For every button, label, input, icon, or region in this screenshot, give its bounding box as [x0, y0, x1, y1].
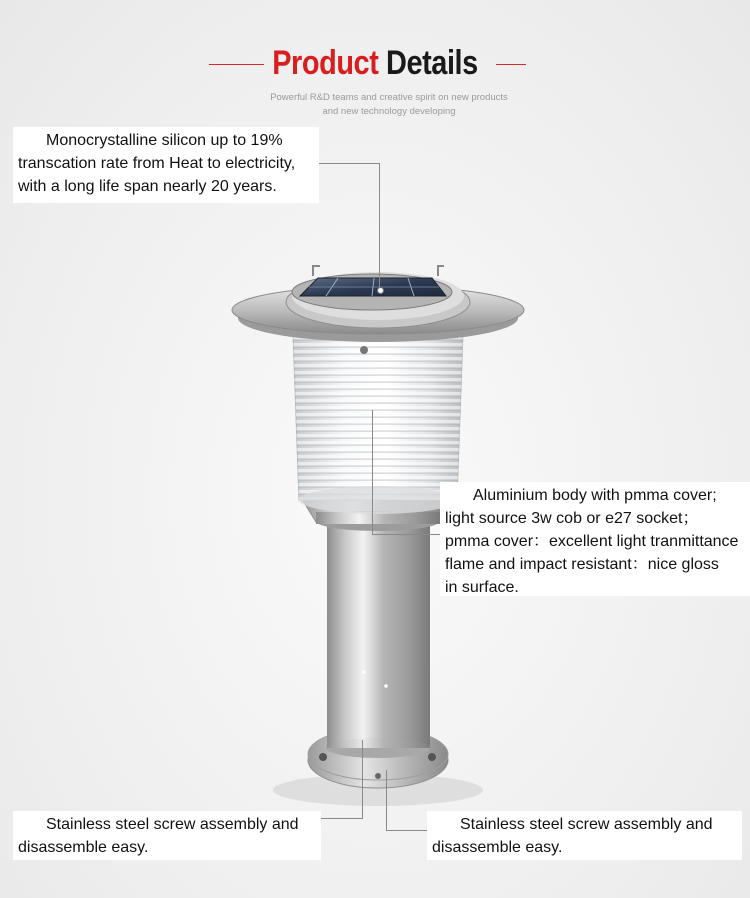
- body-annotation-line-4: flame and impact resistant：nice gloss: [445, 556, 719, 573]
- leader-line-body-h: [372, 534, 440, 535]
- screw-left-line-2: disassemble easy.: [18, 839, 149, 856]
- leader-line-screw-left-v: [362, 740, 363, 818]
- leader-line-solar-v: [379, 163, 380, 289]
- title-word-product: Product: [272, 44, 379, 82]
- leader-line-screw-right-h: [386, 830, 428, 831]
- title-word-details: Details: [386, 44, 478, 82]
- screw-left-line-1: Stainless steel screw assembly and: [46, 816, 299, 833]
- screw-right-line-2: disassemble easy.: [432, 839, 563, 856]
- subtitle-line-2: and new technology developing: [322, 106, 456, 117]
- leader-line-screw-right-v: [386, 770, 387, 830]
- screw-right-line-1: Stainless steel screw assembly and: [460, 816, 713, 833]
- screw-left-annotation: [13, 811, 321, 860]
- body-annotation-line-2: light source 3w cob or e27 socket；: [445, 510, 699, 527]
- body-annotation-line-3: pmma cover：excellent light tranmittance: [445, 533, 739, 550]
- screw-right-annotation: [427, 811, 742, 860]
- solar-annotation-line-1: Monocrystalline silicon up to 19%: [46, 132, 283, 149]
- body-annotation-line-5: in surface.: [445, 579, 519, 596]
- leader-dot-solar: [377, 287, 384, 294]
- solar-annotation-line-3: with a long life span nearly 20 years.: [18, 178, 277, 195]
- subtitle-line-1: Powerful R&D teams and creative spirit on new products: [270, 92, 508, 103]
- body-annotation-line-1: Aluminium body with pmma cover;: [473, 487, 717, 504]
- leader-line-solar-h: [319, 163, 380, 164]
- solar-annotation-line-2: transcation rate from Heat to electricity,: [18, 155, 296, 172]
- leader-line-body-v: [372, 410, 373, 534]
- body-cover-annotation: [440, 482, 750, 596]
- leader-line-screw-left-h: [319, 818, 363, 819]
- solar-panel-annotation: [13, 127, 319, 203]
